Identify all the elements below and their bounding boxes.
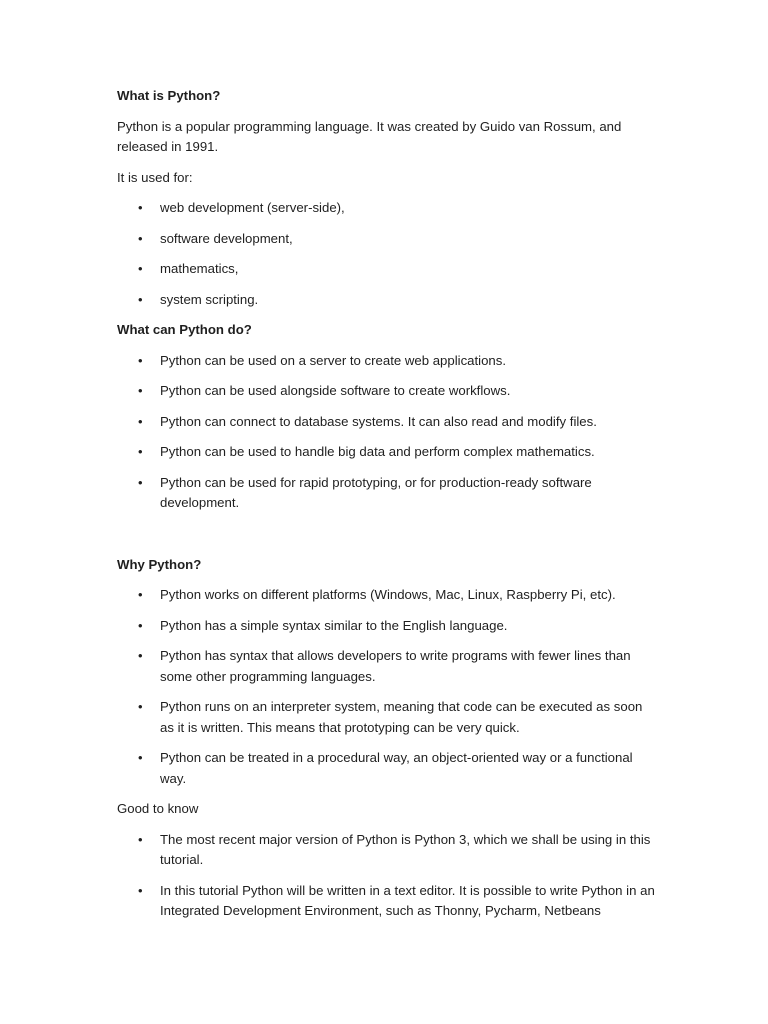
bullet-icon: • [138,230,143,246]
list-item: • mathematics, [117,259,657,280]
intro-paragraph: Python is a popular programming language. It was created by Guido van Rossum, and released in 1991. [117,118,622,154]
list-item: • Python runs on an interpreter system, meaning that code can be executed as soon as it is written. This means that prototyping can be very quick. [138,699,643,735]
bullet-icon: • [138,444,143,459]
bullet-icon: • [138,474,143,490]
list-item: • In this tutorial Python will be written in a text editor. It is possible to write Python in an Integrated Development Environment, such as Thonny, Pycharm, Netbeans [138,882,655,918]
why-list [117,585,657,789]
section-spacer [117,524,657,555]
bullet-icon: • [138,587,143,602]
used-for-label: It is used for: [117,169,193,185]
list-item: • Python can be used on a server to create web applications. [117,351,657,372]
list-item: • software development, [117,229,657,250]
heading-good-to-know: Good to know [117,801,199,816]
list-item: • Python has a simple syntax similar to the English language. [117,616,657,637]
list-item: • The most recent major version of Python is Python 3, which we shall be using in this tutorial. [138,831,651,867]
list-item: • Python has syntax that allows developers to write programs with fewer lines than some other programming languages. [138,648,631,684]
heading-why-python: Why Python? [117,556,202,572]
bullet-icon: • [138,352,143,368]
bullet-icon: • [138,831,143,847]
list-item: • Python can be used to handle big data and perform complex mathematics. [117,442,657,463]
document-page [117,86,657,932]
bullet-icon: • [138,648,143,663]
bullet-icon: • [138,383,143,398]
bullet-icon: • [138,750,143,765]
bullet-icon: • [138,882,143,898]
bullet-icon: • [138,413,143,429]
heading-what-can-python-do: What can Python do? [117,322,252,337]
list-item: • web development (server-side), [117,198,657,219]
bullet-icon: • [138,200,143,215]
list-item: • system scripting. [117,290,657,311]
what-can-list [117,351,657,514]
bullet-icon: • [138,291,143,307]
list-item: • Python can connect to database systems. It can also read and modify files. [117,412,657,433]
heading-what-is-python: What is Python? [117,88,221,103]
list-item: • Python can be used for rapid prototyping, or for production-ready software development. [138,474,592,510]
list-item: • Python can be treated in a procedural way, an object-oriented way or a functional way. [138,750,633,786]
good-to-know-list [117,830,657,922]
bullet-icon: • [138,617,143,633]
list-item: • Python works on different platforms (Windows, Mac, Linux, Raspberry Pi, etc). [117,585,657,606]
bullet-icon: • [138,261,143,276]
uses-list [117,198,657,310]
bullet-icon: • [138,699,143,714]
list-item: • Python can be used alongside software to create workflows. [117,381,657,402]
